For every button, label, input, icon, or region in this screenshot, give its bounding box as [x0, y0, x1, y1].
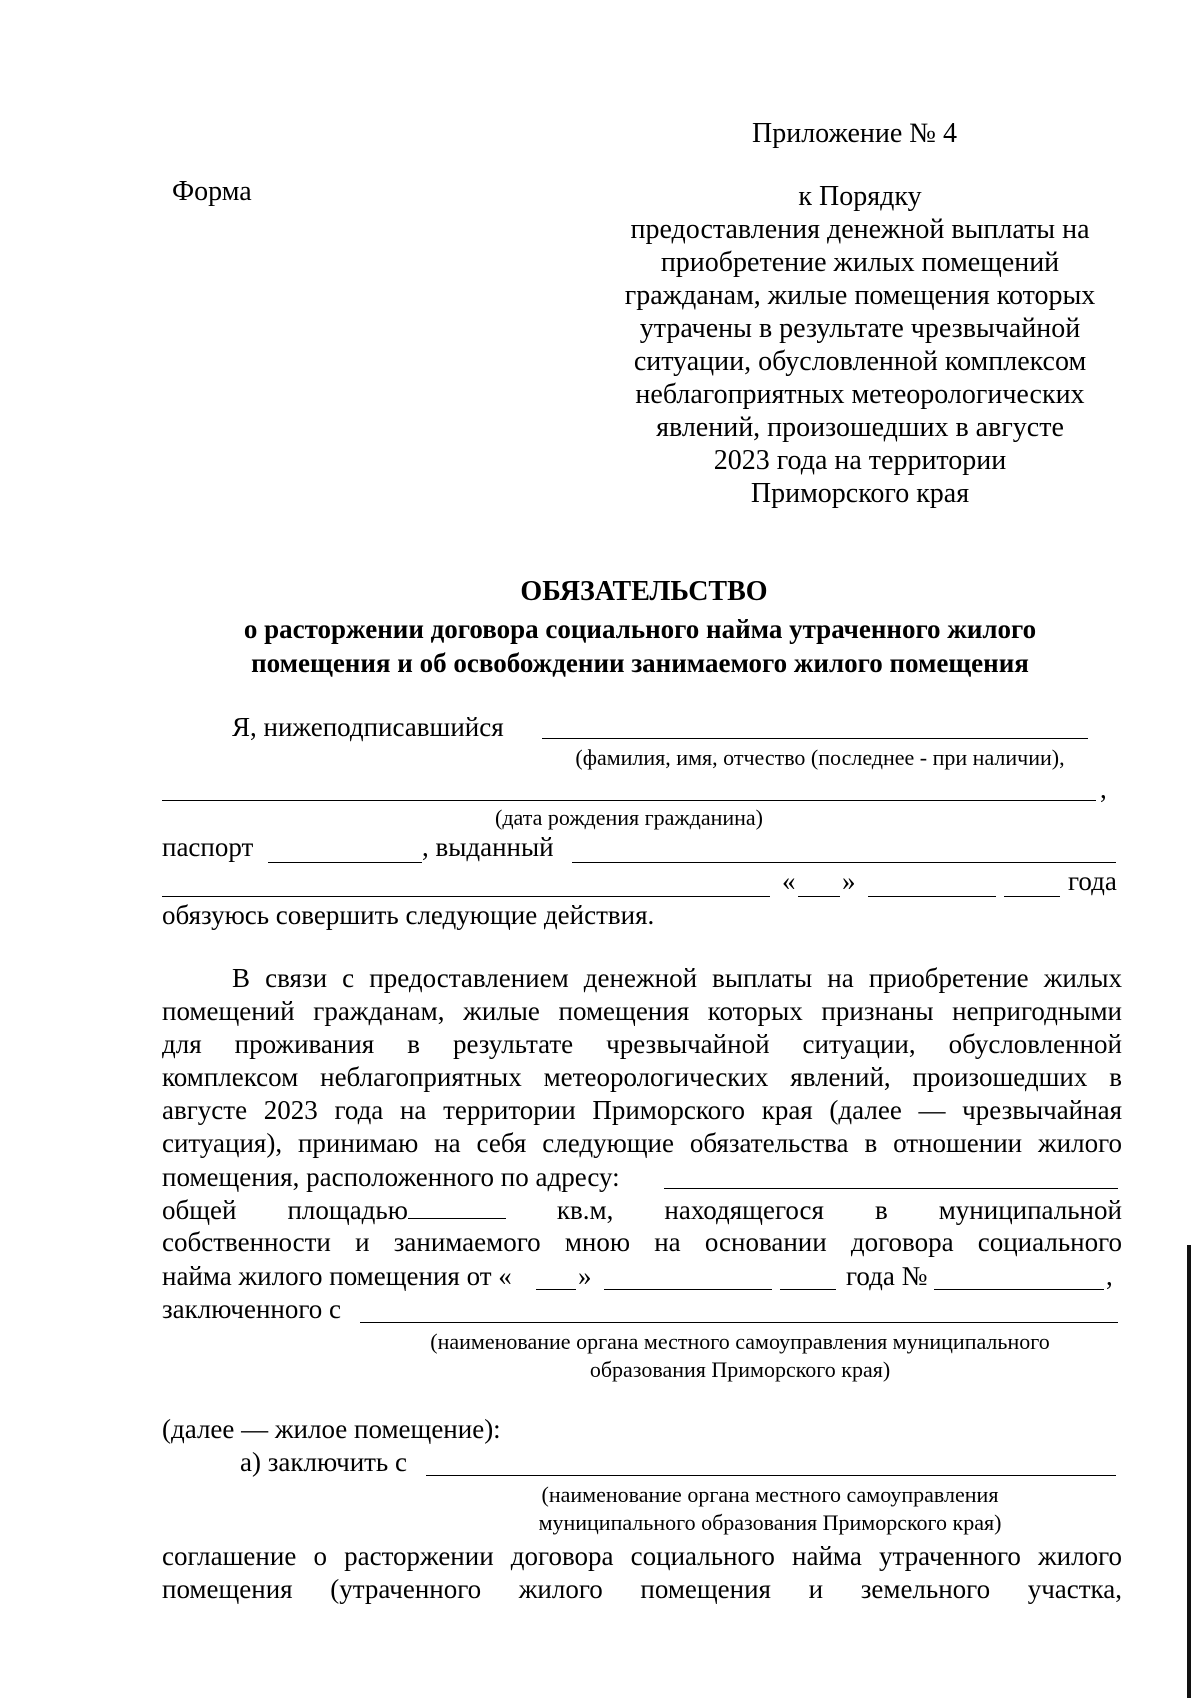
area-word: в	[874, 1195, 888, 1225]
order-line: Приморского края	[750, 478, 970, 509]
issued-by-field[interactable]	[572, 862, 1116, 863]
paragraph-line: комплексом неблагоприятных метеорологических явлений, произошедших в	[162, 1062, 1122, 1092]
comma: ,	[1100, 774, 1107, 804]
paragraph-line: ситуация), принимаю на себя следующие обязательства в отношении жилого	[162, 1128, 1122, 1158]
paragraph-line: для проживания в результате чрезвычайной ситуации, обусловленной	[162, 1029, 1122, 1059]
area-line	[162, 1193, 1122, 1227]
scan-edge-bar	[1187, 1245, 1191, 1698]
item-a-field[interactable]	[426, 1475, 1116, 1476]
quote-close: »	[842, 866, 856, 896]
paragraph-line: В связи с предоставлением денежной выплаты на приобретение жилых	[232, 963, 1122, 993]
order-line: предоставления денежной выплаты на	[630, 214, 1090, 245]
order-line: приобретение жилых помещений	[660, 247, 1060, 278]
area-word: кв.м,	[556, 1195, 614, 1225]
paragraph-line: помещений гражданам, жилые помещения которых признаны непригодными	[162, 996, 1122, 1026]
item-a-label: а) заключить с	[240, 1447, 407, 1477]
subtitle-line: о расторжении договора социального найма утраченного жилого	[243, 614, 1037, 644]
order-line: к Порядку	[798, 181, 922, 212]
contract-year-no-label: года №	[846, 1261, 928, 1291]
birth-caption: (дата рождения гражданина)	[495, 805, 763, 830]
order-line: утрачены в результате чрезвычайной	[639, 313, 1081, 344]
contract-month-field[interactable]	[604, 1289, 772, 1290]
agreement-line: соглашение о расторжении договора социального найма утраченного жилого	[162, 1541, 1122, 1571]
name-caption: (фамилия, имя, отчество (последнее - при наличии),	[575, 745, 1065, 770]
issue-month-field[interactable]	[868, 896, 996, 897]
area-word: находящегося	[664, 1195, 824, 1225]
ownership-line: собственности и занимаемого мною на основании договора социального	[162, 1227, 1122, 1257]
name-field[interactable]	[542, 738, 1088, 739]
contract-quote-close: »	[578, 1261, 592, 1291]
last-line: помещения (утраченного жилого помещения и земельного участка,	[162, 1574, 1122, 1604]
contract-day-field[interactable]	[536, 1289, 576, 1290]
contract-from-label: найма жилого помещения от «	[162, 1261, 512, 1291]
caption-line: (наименование органа местного самоуправления	[541, 1482, 999, 1507]
order-line: ситуации, обусловленной комплексом	[633, 346, 1087, 377]
org-caption-2	[440, 1481, 1100, 1537]
order-reference	[620, 180, 1100, 510]
address-label: помещения, расположенного по адресу:	[162, 1162, 620, 1192]
org-caption	[370, 1328, 1110, 1384]
order-line: неблагоприятных метеорологических	[635, 379, 1085, 410]
issued-label: , выданный	[422, 832, 554, 862]
subtitle-line: помещения и об освобождении занимаемого жилого помещения	[251, 648, 1029, 678]
form-label: Форма	[172, 176, 252, 207]
document-subtitle	[200, 612, 1080, 680]
area-label-group: площадью	[287, 1193, 505, 1227]
caption-line: (наименование органа местного самоуправления муниципального	[430, 1329, 1050, 1354]
quote-open: «	[782, 866, 796, 896]
area-field[interactable]	[408, 1216, 506, 1219]
address-field[interactable]	[664, 1188, 1118, 1189]
birth-date-field[interactable]	[162, 800, 1096, 801]
order-line: гражданам, жилые помещения которых	[624, 280, 1096, 311]
contract-number-field[interactable]	[934, 1289, 1104, 1290]
undersigned-label: Я, нижеподписавшийся	[232, 712, 504, 742]
paragraph-line: августе 2023 года на территории Приморского края (далее — чрезвычайная	[162, 1095, 1122, 1125]
issue-day-field[interactable]	[798, 896, 840, 897]
issue-year-field[interactable]	[1004, 896, 1060, 897]
contract-comma: ,	[1106, 1261, 1113, 1291]
issuer-continuation-field[interactable]	[162, 896, 770, 897]
appendix-title: Приложение № 4	[752, 118, 957, 149]
contract-year-field[interactable]	[780, 1289, 836, 1290]
passport-label: паспорт	[162, 832, 254, 862]
commit-statement: обязуюсь совершить следующие действия.	[162, 900, 655, 930]
concluded-with-label: заключенного с	[162, 1294, 341, 1324]
passport-number-field[interactable]	[268, 862, 422, 863]
area-word: муниципальной	[938, 1195, 1122, 1225]
order-line: 2023 года на территории	[713, 445, 1007, 476]
caption-line: муниципального образования Приморского края)	[538, 1510, 1002, 1535]
caption-line: образования Приморского края)	[589, 1357, 891, 1382]
area-word: общей	[162, 1195, 237, 1225]
concluded-with-field[interactable]	[360, 1322, 1118, 1323]
hereinafter-text: (далее — жилое помещение):	[162, 1414, 501, 1444]
year-label: года	[1068, 866, 1117, 896]
document-title: ОБЯЗАТЕЛЬСТВО	[520, 576, 768, 607]
order-line: явлений, произошедших в августе	[656, 412, 1064, 443]
